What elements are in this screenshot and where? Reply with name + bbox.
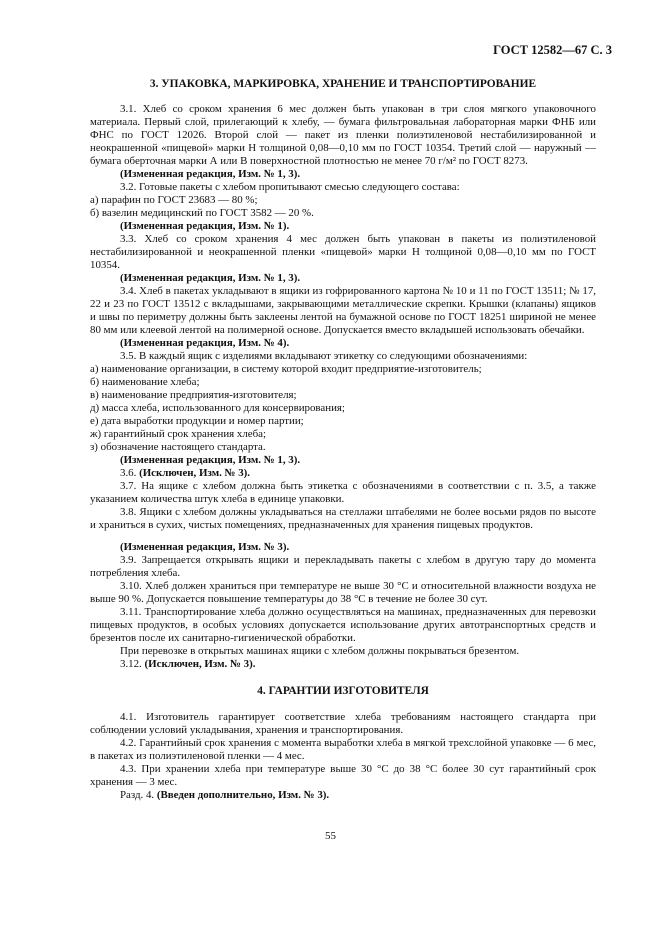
paragraph-3-8: 3.8. Ящики с хлебом должны укладываться на стеллажи штабелями не более восьми рядов по высоте и храниться в сухих, чистых помещениях, предназначенных для хранения пищевых продуктов. <box>90 506 596 531</box>
paragraph-3-12 <box>90 658 596 671</box>
paragraph-3-9: 3.9. Запрещается открывать ящики и перекладывать пакеты с хлебом в другую тару до момента потребления хлеба. <box>90 554 596 579</box>
amendment-note: (Измененная редакция, Изм. № 3). <box>120 541 290 553</box>
list-item: б) вазелин медицинский по ГОСТ 3582 — 20 %. <box>90 207 314 219</box>
list-item: е) дата выработки продукции и номер партии; <box>90 415 304 427</box>
list-item: ж) гарантийный срок хранения хлеба; <box>90 428 267 440</box>
excluded-note: (Исключен, Изм. № 3). <box>144 658 256 670</box>
paragraph-4-3: 4.3. При хранении хлеба при температуре выше 30 °С до 38 °С более 30 сут гарантийный срок хранения — 3 мес. <box>90 763 596 788</box>
list-item: з) обозначение настоящего стандарта. <box>90 441 266 453</box>
page-number: 55 <box>325 830 336 842</box>
section-label: Разд. 4. <box>120 789 155 801</box>
paragraph-3-11: 3.11. Транспортирование хлеба должно осуществляться на машинах, предназначенных для перевозки пищевых продуктов, в особых условиях допускается использование других автотранспортных средств и брезентов после их санитарно-гигиенической обработки. <box>90 606 596 644</box>
paragraph-3-7: 3.7. На ящике с хлебом должна быть этикетка с обозначениями в соответствии с п. 3.5, а также указанием количества штук хлеба в единице упаковки. <box>90 480 596 505</box>
paragraph-4-2: 4.2. Гарантийный срок хранения с момента выработки хлеба в мягкой трехслойной упаковке — 6 мес, в пакетах из полиэтиленовой пленки — 4 мес. <box>90 737 596 762</box>
section-3-title: 3. УПАКОВКА, МАРКИРОВКА, ХРАНЕНИЕ И ТРАНСПОРТИРОВАНИЕ <box>149 78 537 90</box>
page-header: ГОСТ 12582—67 С. 3 <box>493 43 612 57</box>
paragraph-3-2: 3.2. Готовые пакеты с хлебом пропитывают смесью следующего состава: <box>120 181 460 193</box>
paragraph-3-1: 3.1. Хлеб со сроком хранения 6 мес должен быть упакован в три слоя мягкого упаковочного материала. Первый слой, прилегающий к хлебу, — бумага фильтровальная лабораторная марки ФНБ или ФНС по ГОСТ 12026. Второй слой — пакет из пленки полиэтиленовой нестабилизированной и неокрашенной «пищевой» марки Н толщиной 0,08—0,10 мм по ГОСТ 10354. Третий слой — наружный — бумага оберточная марки А или В поверхностной плотностью не менее 70 г/м² по ГОСТ 8273. <box>90 103 596 167</box>
list-item: а) парафин по ГОСТ 23683 — 80 %; <box>90 194 258 206</box>
paragraph-3-11-b: При перевозке в открытых машинах ящики с хлебом должны покрываться брезентом. <box>120 645 520 657</box>
list-item: а) наименование организации, в систему которой входит предприятие-изготовитель; <box>90 363 482 375</box>
paragraph-3-5: 3.5. В каждый ящик с изделиями вкладывают этикетку со следующими обозначениями: <box>120 350 528 362</box>
paragraph-number: 3.6. <box>120 467 137 479</box>
paragraph-3-6 <box>90 467 596 480</box>
paragraph-3-10: 3.10. Хлеб должен храниться при температуре не выше 30 °С и относительной влажности воздуха не выше 90 %. Допускается повышение температуры до 38 °С в течение не более 30 сут. <box>90 580 596 605</box>
list-item: б) наименование хлеба; <box>90 376 200 388</box>
paragraph-4-1: 4.1. Изготовитель гарантирует соответствие хлеба требованиям настоящего стандарта при соблюдении условий укладывания, хранения и транспортирования. <box>90 711 596 736</box>
list-item: д) масса хлеба, использованного для консервирования; <box>90 402 345 414</box>
list-item: в) наименование предприятия-изготовителя; <box>90 389 297 401</box>
paragraph-3-4: 3.4. Хлеб в пакетах укладывают в ящики из гофрированного картона № 10 и 11 по ГОСТ 13511; № 17, 22 и 23 по ГОСТ 13512 с вкладышами, закрывающими металлические скрепки. Крышки (клапаны) ящиков и швы по периметру должны быть заклеены лентой на бумажной основе по ГОСТ 18251 шириной не менее 80 мм или клеевой лентой на полимерной основе. Допускается вместо вкладышей использовать обечайки. <box>90 285 596 336</box>
amendment-note: (Измененная редакция, Изм. № 1, 3). <box>120 168 301 180</box>
section-4-note <box>90 789 596 802</box>
added-note: (Введен дополнительно, Изм. № 3). <box>156 789 330 801</box>
excluded-note: (Исключен, Изм. № 3). <box>139 467 251 479</box>
paragraph-3-3: 3.3. Хлеб со сроком хранения 4 мес должен быть упакован в пакеты из полиэтиленовой нестабилизированной и неокрашенной пленки «пищевой» марки Н толщиной 0,08—0,10 мм по ГОСТ 10354. <box>90 233 596 271</box>
amendment-note: (Измененная редакция, Изм. № 4). <box>120 337 290 349</box>
section-4-title: 4. ГАРАНТИИ ИЗГОТОВИТЕЛЯ <box>257 685 429 697</box>
amendment-note: (Измененная редакция, Изм. № 1, 3). <box>120 454 301 466</box>
amendment-note: (Измененная редакция, Изм. № 1). <box>120 220 290 232</box>
paragraph-number: 3.12. <box>120 658 142 670</box>
amendment-note: (Измененная редакция, Изм. № 1, 3). <box>120 272 301 284</box>
document-body <box>90 70 596 802</box>
